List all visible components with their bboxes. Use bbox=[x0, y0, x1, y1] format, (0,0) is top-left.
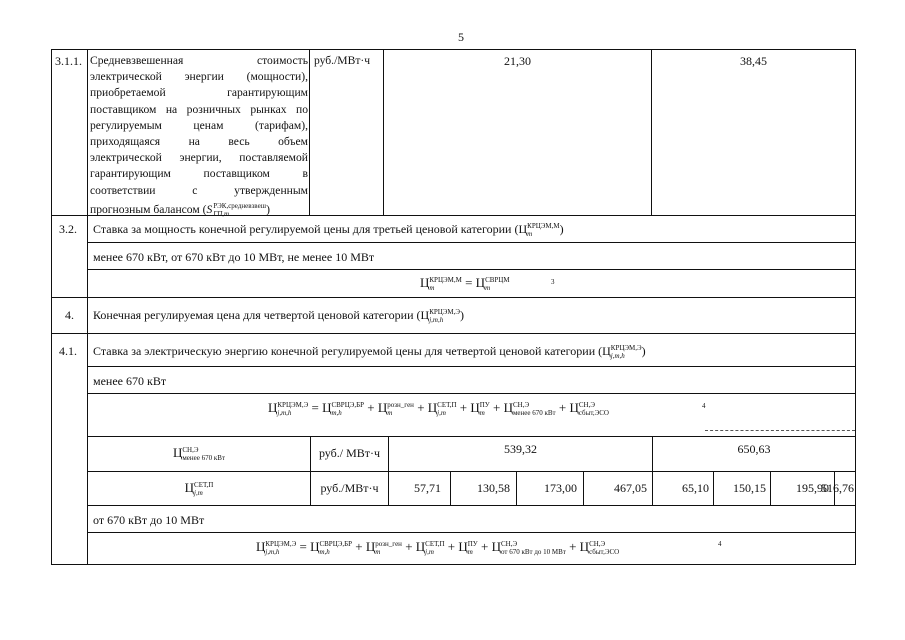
formula-4-1-b bbox=[256, 539, 619, 556]
set-unit: руб./МВт·ч bbox=[320, 481, 379, 495]
sn-indices bbox=[182, 446, 225, 462]
formula-sup: розн_ген bbox=[375, 540, 402, 549]
set-value: 150,15 bbox=[733, 481, 766, 495]
sn-sub: менее 670 кВт bbox=[182, 454, 226, 463]
set-symbol-cell bbox=[88, 480, 310, 497]
formula-3-2-ref: 3 bbox=[551, 278, 555, 286]
row-4-sup: КРЦЭМ,Э bbox=[429, 308, 461, 317]
set-value: 130,58 bbox=[477, 481, 510, 495]
formula-4-1-a bbox=[268, 400, 609, 417]
formula-indices bbox=[589, 540, 619, 556]
formula-sup: СВРЦЭ,БР bbox=[319, 540, 353, 549]
formula-term: + Ц bbox=[417, 400, 438, 415]
formula-term: + Ц bbox=[558, 400, 579, 415]
set-value: 467,05 bbox=[614, 481, 647, 495]
sn-symbol-cell bbox=[88, 445, 310, 462]
row-3-2-close: ) bbox=[559, 222, 564, 236]
desc-line: электрической энергии (мощности), bbox=[90, 70, 308, 84]
formula-indices bbox=[429, 276, 461, 292]
set-sup: СЕТ,П bbox=[194, 481, 214, 490]
desc-line: поставщиком на розничных рынках по bbox=[90, 102, 308, 116]
formula-4-1-a-ref: 4 bbox=[702, 402, 706, 410]
row-4-symbol: Ц bbox=[420, 308, 430, 322]
formula-term: + Ц bbox=[481, 539, 501, 554]
sn-value-2: 650,63 bbox=[737, 442, 771, 456]
formula-sup: КРЦЭМ,М bbox=[429, 276, 462, 285]
formula-term: + Ц bbox=[367, 400, 388, 415]
formula-sup: ПУ bbox=[467, 540, 478, 549]
formula-indices bbox=[437, 401, 456, 417]
formula-3-2 bbox=[420, 275, 510, 292]
formula-sub: менее 670 кВт bbox=[512, 409, 556, 418]
formula-indices bbox=[501, 540, 566, 556]
formula-sub: m bbox=[485, 284, 491, 293]
row-3-2-sup: КРЦЭМ,М bbox=[527, 222, 560, 231]
formula-term: + Ц bbox=[355, 539, 376, 554]
row-4-1-text: Ставка за электрическую энергию конечной регулируемой цены для четвертой ценовой категории ( bbox=[93, 344, 603, 358]
desc-sup: РЭК,средневзвеш bbox=[213, 202, 267, 211]
desc-line: электрической энергии, поставляемой bbox=[90, 151, 308, 165]
row-4-1-indices bbox=[611, 344, 642, 360]
desc-close: ) bbox=[266, 202, 270, 216]
formula-sup: СН,Э bbox=[512, 401, 530, 410]
formula-indices bbox=[485, 276, 510, 292]
formula-sub: сбыт,ЭСО bbox=[578, 409, 609, 418]
row-3-1-1-value-2: 38,45 bbox=[740, 54, 767, 68]
page-number: 5 bbox=[458, 30, 464, 44]
formula-sup: СН,Э bbox=[500, 540, 518, 549]
formula-sup: КРЦЭМ,Э bbox=[265, 540, 297, 549]
formula-sub: j,m,h bbox=[277, 409, 292, 418]
formula-term: = Ц bbox=[299, 539, 320, 554]
formula-indices bbox=[319, 540, 352, 556]
row-4-sub: j,m,h bbox=[429, 316, 444, 325]
formula-indices bbox=[265, 540, 296, 556]
formula-sub: сбыт,ЭСО bbox=[589, 548, 620, 557]
row-3-1-1-description bbox=[90, 53, 308, 218]
row-4-1-close: ) bbox=[641, 344, 646, 358]
formula-sub: m bbox=[467, 548, 473, 557]
formula-indices bbox=[468, 540, 478, 556]
formula-4-1-b-ref: 4 bbox=[718, 540, 722, 548]
row-4-1-sup: КРЦЭМ,Э bbox=[610, 344, 642, 353]
desc-last-line bbox=[90, 202, 308, 218]
desc-line: Средневзвешенная стоимость bbox=[90, 54, 308, 67]
formula-sup: розн_ген bbox=[387, 401, 414, 410]
row-3-2-sub: m bbox=[527, 230, 533, 239]
row-4-title bbox=[93, 307, 464, 324]
set-sub: j,m bbox=[194, 489, 203, 498]
formula-sub: j,m,h bbox=[265, 548, 280, 557]
desc-last-text: прогнозным балансом ( bbox=[90, 202, 207, 216]
formula-term: + Ц bbox=[569, 539, 590, 554]
label-less-than-670: менее 670 кВт bbox=[93, 374, 167, 388]
desc-line: гарантирующим поставщиком в bbox=[90, 167, 308, 181]
formula-indices bbox=[425, 540, 444, 556]
formula-indices bbox=[579, 401, 609, 417]
formula-term: Ц bbox=[420, 275, 430, 290]
sn-symbol: Ц bbox=[172, 445, 183, 460]
formula-sub: от 670 кВт до 10 МВт bbox=[500, 548, 566, 557]
formula-indices bbox=[277, 401, 308, 417]
row-3-2-text: Ставка за мощность конечной регулируемой цены для третьей ценовой категории ( bbox=[93, 222, 519, 236]
formula-indices bbox=[331, 401, 364, 417]
formula-sup: СН,Э bbox=[589, 540, 606, 549]
sn-value-1: 539,32 bbox=[504, 442, 537, 456]
formula-eq: = bbox=[465, 275, 473, 290]
formula-term: + Ц bbox=[447, 539, 468, 554]
set-indices bbox=[194, 481, 213, 497]
formula-term: Ц bbox=[268, 400, 278, 415]
formula-sub: m bbox=[429, 284, 435, 293]
row-4-close: ) bbox=[460, 308, 465, 322]
formula-term: + Ц bbox=[405, 539, 426, 554]
row-number-3-1-1: 3.1.1. bbox=[55, 54, 82, 68]
row-number-4: 4. bbox=[65, 308, 74, 322]
formula-sup: СЕТ,П bbox=[425, 540, 445, 549]
formula-indices bbox=[480, 401, 490, 417]
set-value: 516,76 bbox=[821, 481, 854, 495]
row-3-1-1-value-1: 21,30 bbox=[504, 54, 531, 68]
row-3-2-sublabel: менее 670 кВт, от 670 кВт до 10 МВт, не менее 10 МВт bbox=[93, 250, 375, 264]
formula-sup: СВРЦЭ,БР bbox=[331, 401, 365, 410]
row-3-2-symbol: Ц bbox=[518, 222, 528, 236]
formula-term: + Ц bbox=[493, 400, 513, 415]
row-4-1-sub: j,m,h bbox=[610, 352, 625, 361]
row-number-3-2: 3.2. bbox=[59, 222, 77, 236]
row-3-1-1-unit: руб./МВт·ч bbox=[314, 54, 371, 67]
desc-line: регулируемым ценам (тарифам), bbox=[90, 118, 308, 132]
row-4-1-symbol: Ц bbox=[602, 344, 611, 358]
set-value: 57,71 bbox=[414, 481, 441, 495]
sn-sup: СН,Э bbox=[182, 446, 199, 455]
row-4-indices bbox=[429, 308, 460, 324]
formula-sub: m bbox=[479, 409, 485, 418]
formula-term: Ц bbox=[475, 275, 486, 290]
set-value: 173,00 bbox=[544, 481, 577, 495]
formula-sub: m,h bbox=[319, 548, 330, 557]
desc-symbol: S bbox=[206, 202, 213, 216]
formula-sup: СЕТ,П bbox=[437, 401, 457, 410]
formula-term: + Ц bbox=[459, 400, 480, 415]
label-670-to-10: от 670 кВт до 10 МВт bbox=[93, 513, 205, 527]
formula-term: Ц bbox=[256, 539, 266, 554]
formula-indices bbox=[387, 401, 414, 417]
row-4-1-title bbox=[93, 343, 646, 360]
formula-sub: j,m bbox=[437, 409, 446, 418]
set-symbol: Ц bbox=[184, 480, 195, 495]
formula-sub: j,m bbox=[425, 548, 434, 557]
desc-line: соответствии с утвержденным bbox=[90, 183, 308, 197]
set-value: 65,10 bbox=[682, 481, 709, 495]
desc-indices bbox=[213, 202, 266, 218]
formula-sup: КРЦЭМ,Э bbox=[277, 401, 309, 410]
formula-indices bbox=[375, 540, 402, 556]
formula-indices bbox=[513, 401, 556, 417]
sn-unit: руб./ МВт·ч bbox=[318, 446, 381, 460]
set-value: 195,90 bbox=[796, 481, 829, 495]
formula-sub: m bbox=[387, 409, 393, 418]
formula-sub: m bbox=[375, 548, 381, 557]
desc-sub: ГП,m bbox=[213, 210, 230, 219]
row-3-2-title bbox=[93, 221, 564, 238]
formula-sup: ПУ bbox=[479, 401, 490, 410]
formula-sup: СВРЦМ bbox=[485, 276, 510, 285]
formula-term: = Ц bbox=[311, 400, 332, 415]
formula-sub: m,h bbox=[331, 409, 342, 418]
formula-sup: СН,Э bbox=[578, 401, 595, 410]
row-4-text: Конечная регулируемая цена для четвертой ценовой категории ( bbox=[93, 308, 421, 322]
desc-line: приходящаяся на весь объем bbox=[90, 135, 308, 149]
row-number-4-1: 4.1. bbox=[59, 344, 77, 358]
row-3-2-indices bbox=[527, 222, 559, 238]
desc-line: приобретаемой гарантирующим bbox=[90, 86, 308, 100]
